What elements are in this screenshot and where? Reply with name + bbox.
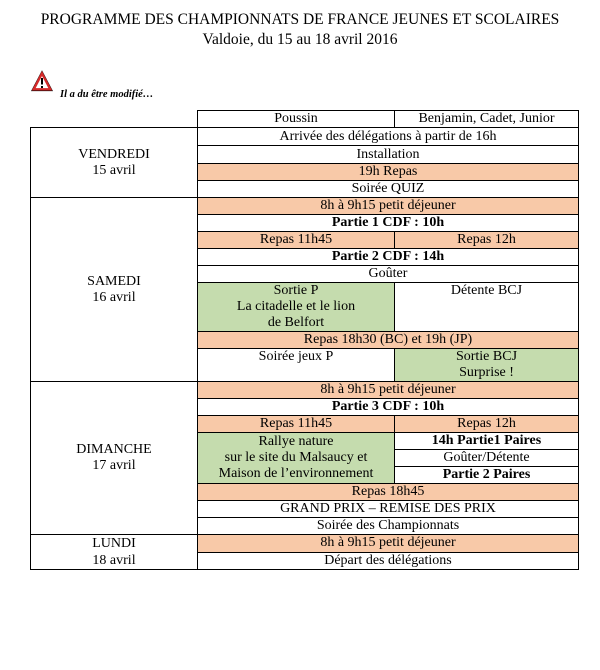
schedule-cell-activity: Rallye nature sur le site du Malsaucy et Maison de l’environnement: [198, 433, 395, 484]
schedule-cell: Goûter/Détente: [395, 450, 579, 467]
day-date: 15 avril: [92, 162, 136, 178]
schedule-cell: GRAND PRIX – REMISE DES PRIX: [198, 501, 579, 518]
day-name: DIMANCHE: [76, 442, 152, 457]
schedule-cell-game: 14h Partie1 Paires: [395, 433, 579, 450]
schedule-cell: Départ des délégations: [198, 552, 579, 570]
schedule-cell-meal: 8h à 9h15 petit déjeuner: [198, 382, 579, 399]
schedule-cell-game: Partie 2 CDF : 14h: [198, 249, 579, 266]
modification-notice: Il a du être modifié…: [60, 89, 154, 100]
schedule-cell-meal: 8h à 9h15 petit déjeuner: [198, 535, 579, 553]
day-vendredi: [31, 128, 198, 198]
schedule-table: [30, 110, 579, 570]
warning-triangle-icon: [31, 70, 53, 92]
day-samedi: [31, 198, 198, 382]
day-dimanche: [31, 382, 198, 535]
schedule-cell-meal: 19h Repas: [198, 164, 579, 181]
page-title: PROGRAMME DES CHAMPIONNATS DE FRANCE JEUNES ET SCOLAIRES: [40, 11, 560, 28]
table-header-row: [31, 111, 579, 128]
day-name: SAMEDI: [87, 273, 141, 289]
schedule-cell-activity: Sortie P La citadelle et le lion de Belfort: [198, 283, 395, 332]
day-date: 16 avril: [92, 289, 136, 305]
schedule-cell-meal: Repas 12h: [395, 232, 579, 249]
schedule-cell-meal: Repas 11h45: [198, 232, 395, 249]
schedule-cell-game: Partie 1 CDF : 10h: [198, 215, 579, 232]
day-name: VENDREDI: [78, 146, 150, 162]
schedule-cell: Détente BCJ: [395, 283, 579, 332]
schedule-cell: Goûter: [198, 266, 579, 283]
schedule-cell-meal: 8h à 9h15 petit déjeuner: [198, 198, 579, 215]
schedule-cell-game: Partie 2 Paires: [395, 467, 579, 484]
schedule-cell: Installation: [198, 146, 579, 164]
day-date: 18 avril: [92, 553, 136, 568]
schedule-cell: Soirée QUIZ: [198, 181, 579, 198]
day-date: 17 avril: [92, 458, 136, 473]
schedule-cell-activity: Sortie BCJ Surprise !: [395, 349, 579, 382]
day-lundi: [31, 535, 198, 570]
schedule-cell-meal: Repas 11h45: [198, 416, 395, 433]
column-header-bcj: Benjamin, Cadet, Junior: [395, 111, 579, 128]
schedule-cell: Soirée jeux P: [198, 349, 395, 382]
page-subtitle: Valdoie, du 15 au 18 avril 2016: [202, 31, 398, 48]
schedule-cell-meal: Repas 18h45: [198, 484, 579, 501]
day-name: LUNDI: [92, 536, 136, 551]
schedule-cell-meal: Repas 18h30 (BC) et 19h (JP): [198, 332, 579, 349]
schedule-cell-game: Partie 3 CDF : 10h: [198, 399, 579, 416]
schedule-cell: Soirée des Championnats: [198, 518, 579, 535]
column-header-poussin: Poussin: [198, 111, 395, 128]
schedule-cell: Arrivée des délégations à partir de 16h: [198, 128, 579, 146]
schedule-cell-meal: Repas 12h: [395, 416, 579, 433]
